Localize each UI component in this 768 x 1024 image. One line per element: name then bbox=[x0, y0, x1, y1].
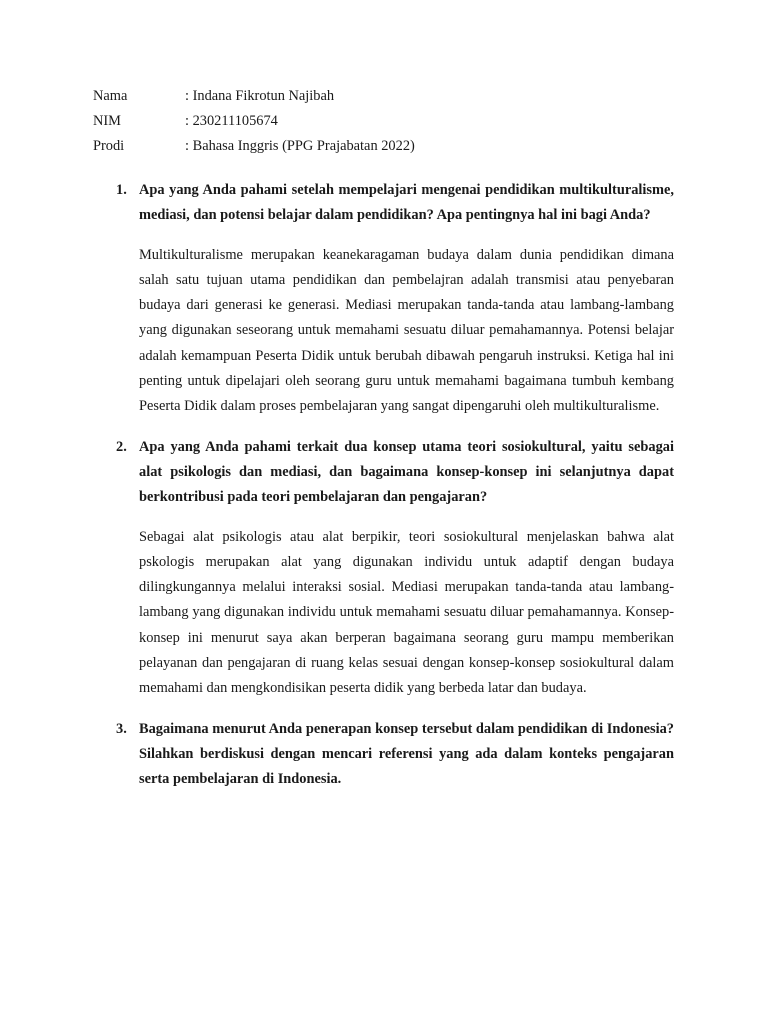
nim-value: : 230211105674 bbox=[185, 113, 278, 129]
info-row-prodi bbox=[93, 136, 673, 161]
question-text: Apa yang Anda pahami setelah mempelajari mengenai pendidikan multikulturalisme, mediasi, dan potensi belajar dalam pendidikan? Apa pentingnya hal ini bagi Anda? bbox=[139, 182, 674, 224]
question-text: Bagaimana menurut Anda penerapan konsep tersebut dalam pendidikan di Indonesia? Silahkan berdiskusi dengan mencari referensi yang ada dalam konteks pengajaran serta pembelajaran di Indonesia. bbox=[139, 720, 674, 788]
answer-text: Sebagai alat psikologis atau alat berpikir, teori sosiokultural menjelaskan bahwa alat pskologis merupakan alat yang digunakan individu untuk adaptif dengan budaya dilingkungannya melalui interaksi sosial. Mediasi merupakan tanda-tanda atau lambang-lambang yang digunakan individu untuk memahami sesuatu diluar pemahamannya. Konsep-konsep ini menurut saya akan berperan bagaimana seorang guru mampu memberikan pelayanan dan pengajaran di ruang kelas sesuai dengan konsep-konsep sosiokultural dalam memahami dan mengkondisikan peserta didik yang berbeda latar dan budaya. bbox=[139, 528, 674, 697]
qa-item-3 bbox=[93, 717, 674, 793]
nama-label: Nama bbox=[93, 88, 128, 104]
prodi-value: : Bahasa Inggris (PPG Prajabatan 2022) bbox=[185, 138, 415, 154]
question-number: 3. bbox=[116, 720, 127, 737]
answer-text: Multikulturalisme merupakan keanekaragaman budaya dalam dunia pendidikan dimana salah satu tujuan utama pendidikan dan pembelajran adalah transmisi atau penyebaran budaya dari generasi ke generasi. Mediasi merupakan tanda-tanda atau lambang-lambang yang digunakan seseorang untuk memahami sesuatu diluar pemahamannya. Potensi belajar adalah kemampuan Peserta Didik untuk berubah dibawah pengaruh instruksi. Ketiga hal ini penting untuk dipelajari oleh seorang guru untuk memahami bagaimana tumbuh kembang Peserta Didik dalam proses pembelajaran yang sangat dipengaruhi oleh multikulturalisme. bbox=[139, 246, 674, 415]
question-text: Apa yang Anda pahami terkait dua konsep utama teori sosiokultural, yaitu sebagai alat psikologis dan mediasi, dan bagaimana konsep-konsep ini selanjutnya dapat berkontribusi pada teori pembelajaran dan pengajaran? bbox=[139, 438, 674, 506]
question-number: 1. bbox=[116, 182, 127, 198]
qa-item-2 bbox=[93, 435, 674, 702]
prodi-label: Prodi bbox=[93, 138, 125, 154]
info-row-nama bbox=[93, 86, 673, 111]
nim-label: NIM bbox=[93, 113, 121, 129]
question-number: 2. bbox=[116, 438, 127, 455]
info-row-nim bbox=[93, 111, 673, 136]
qa-item-1 bbox=[93, 178, 674, 420]
nama-value: : Indana Fikrotun Najibah bbox=[185, 88, 335, 104]
student-info bbox=[93, 86, 673, 161]
question-list bbox=[93, 178, 674, 793]
